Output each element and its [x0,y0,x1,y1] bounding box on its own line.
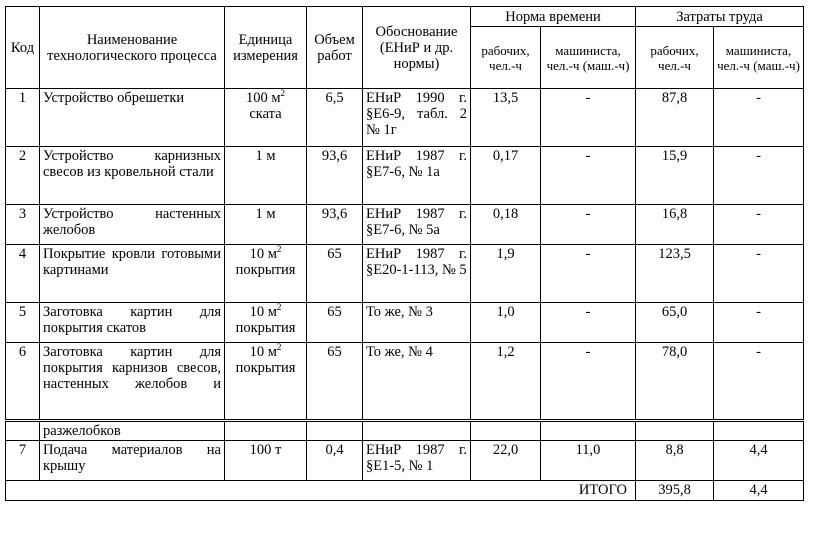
cell-labor-workers: 78,0 [636,343,714,421]
cell-code: 4 [6,245,40,303]
cell-norm-workers: 1,2 [471,343,541,421]
labor-costs-table [5,6,804,501]
cell-labor-machinists: - [714,303,804,343]
cell-basis [363,421,471,441]
total-labor-workers: 395,8 [636,481,714,501]
cell-basis: То же, № 3 [363,303,471,343]
header-labor-machinists: машиниста, чел.-ч (маш.-ч) [714,27,804,89]
cell-code [6,421,40,441]
cell-code: 6 [6,343,40,421]
cell-basis: ЕНиР 1987 г. §Е1-5, № 1 [363,441,471,481]
cell-norm-machinists: - [541,147,636,205]
table-row [6,147,804,205]
cell-code: 3 [6,205,40,245]
cell-volume [307,421,363,441]
cell-code: 7 [6,441,40,481]
cell-unit: 1 м [225,205,307,245]
cell-norm-workers: 1,9 [471,245,541,303]
cell-basis: ЕНиР 1990 г. §Е6-9, табл. 2 № 1г [363,89,471,147]
cell-name: Устройство карнизных свесов из кровельной стали [40,147,225,205]
cell-labor-machinists: - [714,147,804,205]
cell-name: Подача материалов на крышу [40,441,225,481]
table-row [6,89,804,147]
cell-volume: 65 [307,303,363,343]
cell-norm-workers [471,421,541,441]
total-label: ИТОГО [6,481,636,501]
cell-norm-machinists: - [541,89,636,147]
cell-norm-workers: 1,0 [471,303,541,343]
table-row [6,205,804,245]
cell-code: 5 [6,303,40,343]
cell-volume: 0,4 [307,441,363,481]
total-row [6,481,804,501]
header-row-1 [6,7,804,27]
cell-labor-workers: 8,8 [636,441,714,481]
cell-labor-machinists: - [714,343,804,421]
header-labor-group: Затраты труда [636,7,804,27]
table-row [6,245,804,303]
cell-basis: ЕНиР 1987 г. §Е20-1-113, № 5 [363,245,471,303]
cell-labor-machinists: - [714,205,804,245]
header-volume: Объем работ [307,7,363,89]
cell-labor-workers: 65,0 [636,303,714,343]
header-unit: Единица измерения [225,7,307,89]
cell-labor-machinists: - [714,89,804,147]
cell-name: Заготовка картин для покрытия карнизов свесов, настенных желобов и [40,343,225,421]
table-row [6,343,804,421]
cell-basis: То же, № 4 [363,343,471,421]
cell-labor-workers: 123,5 [636,245,714,303]
total-labor-machinists: 4,4 [714,481,804,501]
cell-unit: 10 $м^2$ покрытия [225,245,307,303]
cell-norm-workers: 22,0 [471,441,541,481]
cell-norm-machinists: 11,0 [541,441,636,481]
cell-unit [225,421,307,441]
cell-code: 2 [6,147,40,205]
cell-volume: 93,6 [307,205,363,245]
cell-labor-workers: 15,9 [636,147,714,205]
cell-basis: ЕНиР 1987 г. §Е7-6, № 1а [363,147,471,205]
cell-norm-machinists: - [541,343,636,421]
cell-code: 1 [6,89,40,147]
header-code: Код [6,7,40,89]
cell-labor-machinists: 4,4 [714,441,804,481]
cell-name-continuation: разжелобков [40,421,225,441]
cell-basis: ЕНиР 1987 г. §Е7-6, № 5а [363,205,471,245]
cell-norm-machinists: - [541,245,636,303]
continuation-row [6,421,804,441]
cell-unit: 100 т [225,441,307,481]
header-norm-group: Норма времени [471,7,636,27]
cell-volume: 93,6 [307,147,363,205]
table-row [6,441,804,481]
header-norm-machinists: машиниста, чел.-ч (маш.-ч) [541,27,636,89]
cell-unit: 100 $м^2$ ската [225,89,307,147]
cell-norm-workers: 13,5 [471,89,541,147]
cell-name: Заготовка картин для покрытия скатов [40,303,225,343]
header-norm-workers: рабочих, чел.-ч [471,27,541,89]
cell-name: Покрытие кровли готовыми картинами [40,245,225,303]
cell-unit: 1 м [225,147,307,205]
cell-norm-machinists: - [541,303,636,343]
cell-name: Устройство настенных желобов [40,205,225,245]
cell-unit: 10 $м^2$ покрытия [225,343,307,421]
cell-norm-workers: 0,18 [471,205,541,245]
cell-norm-machinists: - [541,205,636,245]
cell-volume: 65 [307,245,363,303]
cell-labor-workers [636,421,714,441]
cell-labor-machinists [714,421,804,441]
cell-labor-workers: 16,8 [636,205,714,245]
cell-volume: 65 [307,343,363,421]
cell-labor-workers: 87,8 [636,89,714,147]
header-process: Наименование технологического процесса [40,7,225,89]
cell-name: Устройство обрешетки [40,89,225,147]
header-basis: Обоснование (ЕНиР и др. нормы) [363,7,471,89]
cell-unit: 10 $м^2$ покрытия [225,303,307,343]
cell-volume: 6,5 [307,89,363,147]
cell-norm-workers: 0,17 [471,147,541,205]
cell-labor-machinists: - [714,245,804,303]
header-labor-workers: рабочих, чел.-ч [636,27,714,89]
table-row [6,303,804,343]
cell-norm-machinists [541,421,636,441]
